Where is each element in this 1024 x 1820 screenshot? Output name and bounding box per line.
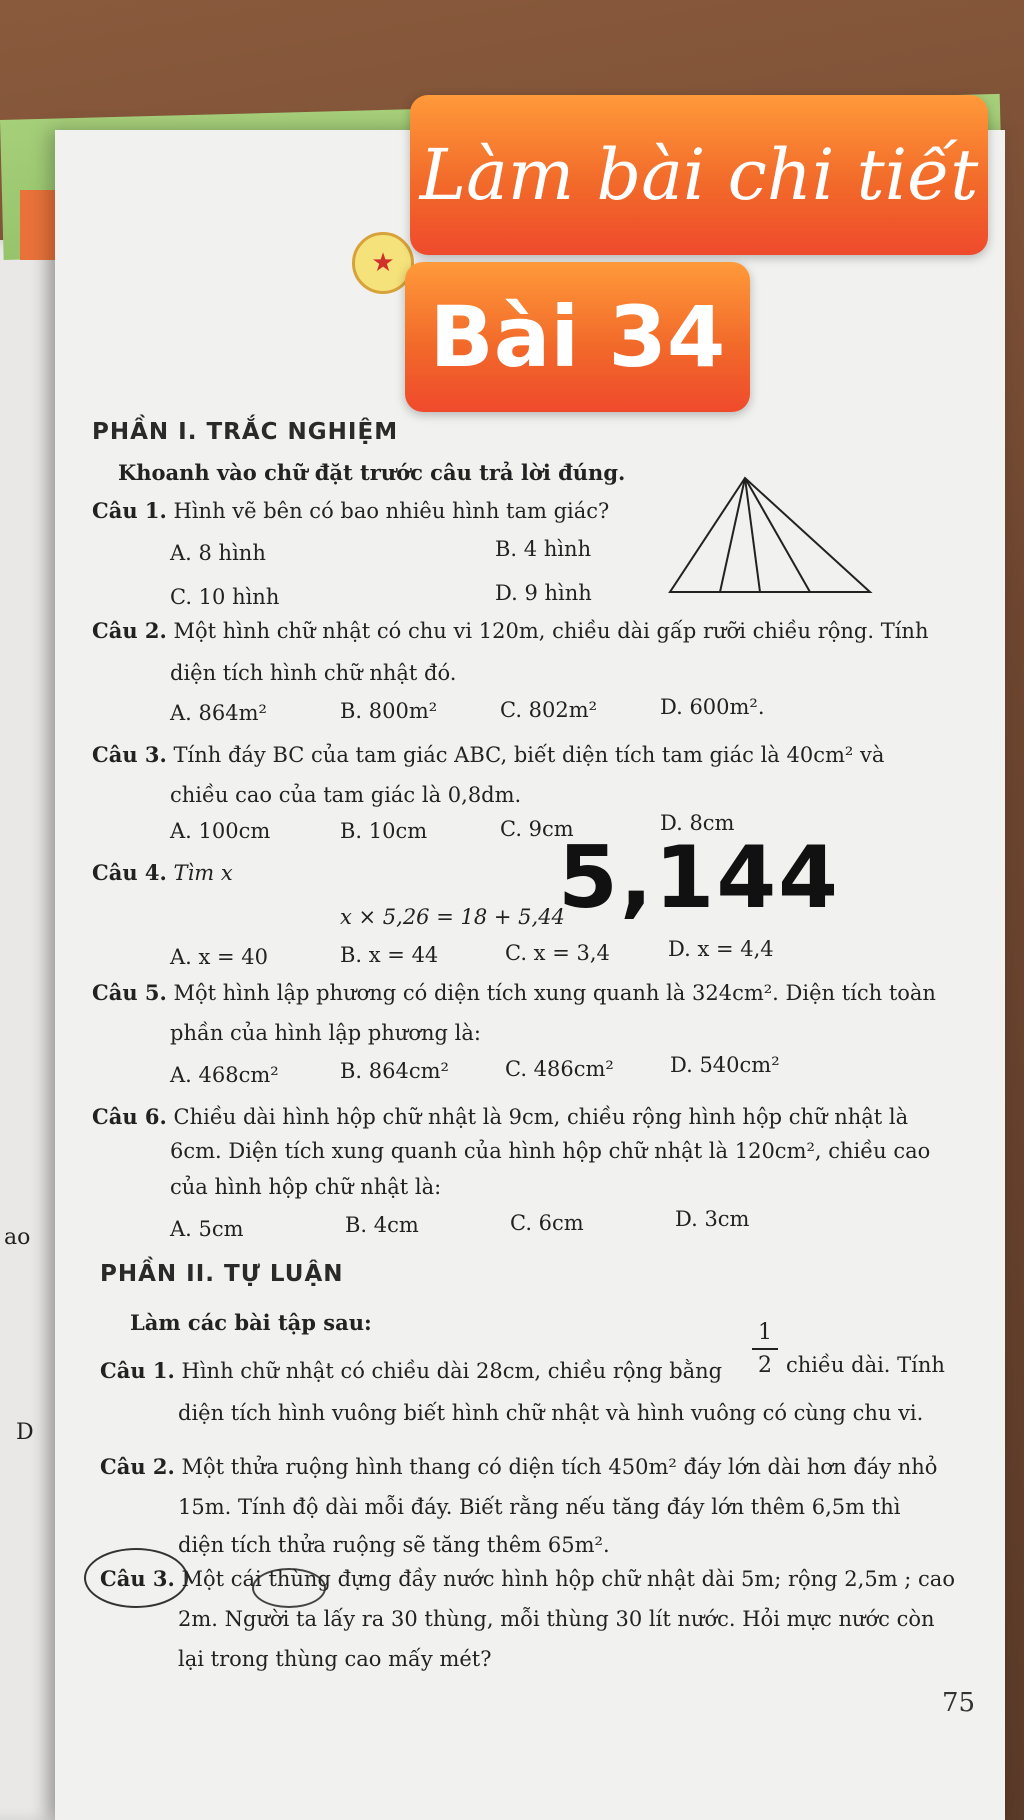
option: D. 8cm — [660, 811, 735, 835]
question-text-cont: 2m. Người ta lấy ra 30 thùng, mỗi thùng 30 lít nước. Hỏi mực nước còn — [178, 1607, 935, 1631]
option: D. x = 4,4 — [668, 937, 774, 961]
star-logo-icon: ★ — [352, 232, 414, 294]
option: C. 6cm — [510, 1211, 584, 1235]
question-text: Câu 1. Hình vẽ bên có bao nhiêu hình tam giác? — [92, 498, 610, 523]
option: D. 9 hình — [495, 581, 592, 605]
option: B. x = 44 — [340, 943, 439, 967]
option: A. x = 40 — [170, 945, 269, 969]
part2-instruction: Làm các bài tập sau: — [130, 1310, 372, 1335]
option: D. 600m². — [660, 695, 765, 719]
option: C. 486cm² — [505, 1057, 614, 1081]
question-text-cont: lại trong thùng cao mấy mét? — [178, 1647, 492, 1671]
question-text: Câu 3. Một cái thùng đựng đầy nước hình hộp chữ nhật dài 5m; rộng 2,5m ; cao — [100, 1566, 955, 1591]
option: A. 5cm — [170, 1217, 244, 1241]
question-text: Câu 4. Tìm x — [92, 860, 233, 885]
left-page-fragment: D — [16, 1420, 34, 1445]
option: C. 9cm — [500, 817, 574, 841]
option: D. 3cm — [675, 1207, 750, 1231]
option: A. 468cm² — [170, 1063, 279, 1087]
triangle-line — [720, 478, 745, 592]
question-text-cont: chiều dài. Tính — [786, 1353, 945, 1377]
part1-instruction: Khoanh vào chữ đặt trước câu trả lời đúng. — [118, 460, 626, 485]
question-text-cont: phần của hình lập phương là: — [170, 1021, 481, 1045]
question-text: Câu 5. Một hình lập phương có diện tích xung quanh là 324cm². Diện tích toàn — [92, 980, 936, 1005]
question-text-cont: 15m. Tính độ dài mỗi đáy. Biết rằng nếu tăng đáy lớn thêm 6,5m thì — [178, 1495, 901, 1519]
question-text: Câu 2. Một thửa ruộng hình thang có diện tích 450m² đáy lớn dài hơn đáy nhỏ — [100, 1454, 938, 1479]
triangle-outline — [670, 478, 870, 592]
part2-heading: PHẦN II. TỰ LUẬN — [100, 1261, 344, 1287]
option: B. 864cm² — [340, 1059, 449, 1083]
option: B. 800m² — [340, 699, 438, 723]
lesson-banner: Bài 34 — [405, 262, 750, 412]
option: C. x = 3,4 — [505, 941, 610, 965]
question-text: Câu 6. Chiều dài hình hộp chữ nhật là 9cm, chiều rộng hình hộp chữ nhật là — [92, 1104, 909, 1129]
question-text-cont: diện tích hình chữ nhật đó. — [170, 661, 457, 685]
page-number: 75 — [942, 1688, 976, 1718]
triangle-figure — [660, 470, 880, 600]
part1-heading: PHẦN I. TRẮC NGHIỆM — [92, 419, 399, 445]
option: B. 10cm — [340, 819, 428, 843]
question-text-cont: diện tích hình vuông biết hình chữ nhật và hình vuông có cùng chu vi. — [178, 1401, 924, 1425]
option: A. 864m² — [170, 701, 267, 725]
fraction-bar — [752, 1348, 778, 1350]
question-text-cont: chiều cao của tam giác là 0,8dm. — [170, 783, 522, 807]
left-page-fragment: ao — [4, 1225, 31, 1250]
option: A. 100cm — [170, 819, 271, 843]
left-book-page — [0, 240, 57, 1820]
question-text-cont: diện tích thửa ruộng sẽ tăng thêm 65m². — [178, 1533, 610, 1557]
triangle-line — [745, 478, 810, 592]
triangle-line — [745, 478, 760, 592]
question-text-cont: của hình hộp chữ nhật là: — [170, 1175, 442, 1199]
option: B. 4 hình — [495, 537, 592, 561]
question-text-cont: 6cm. Diện tích xung quanh của hình hộp chữ nhật là 120cm², chiều cao — [170, 1139, 931, 1163]
option: C. 10 hình — [170, 585, 280, 609]
option: C. 802m² — [500, 698, 598, 722]
equation: x × 5,26 = 18 + 5,44 — [340, 905, 565, 929]
question-text: Câu 1. Hình chữ nhật có chiều dài 28cm, chiều rộng bằng — [100, 1358, 723, 1383]
fraction: 1 2 — [752, 1320, 778, 1378]
question-text: Câu 2. Một hình chữ nhật có chu vi 120m, chiều dài gấp rưỡi chiều rộng. Tính — [92, 618, 929, 643]
title-banner: Làm bài chi tiết — [410, 95, 988, 255]
option: A. 8 hình — [170, 541, 266, 565]
question-text: Câu 3. Tính đáy BC của tam giác ABC, biết diện tích tam giác là 40cm² và — [92, 742, 885, 767]
option: B. 4cm — [345, 1213, 419, 1237]
option: D. 540cm² — [670, 1053, 780, 1077]
handwritten-answer: 5,144 — [558, 828, 841, 928]
